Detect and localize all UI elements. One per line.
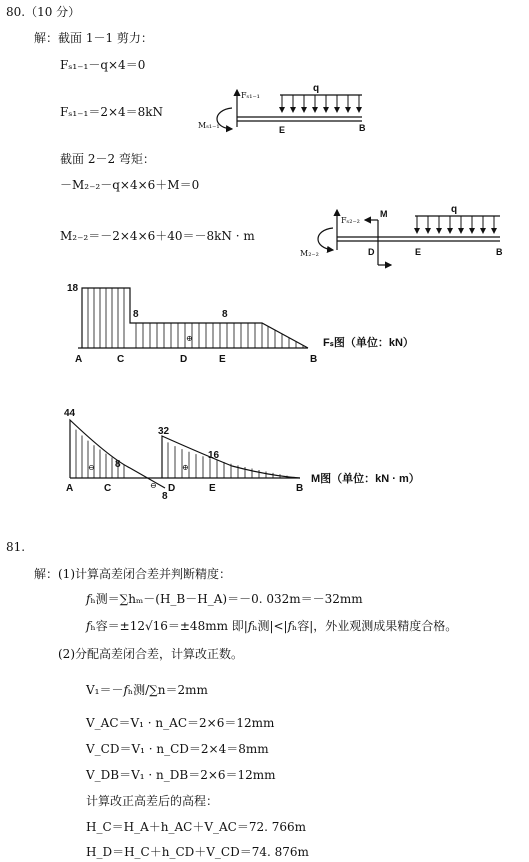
point-d-label: D [180, 354, 188, 365]
value-label-8-d: 8 [162, 491, 168, 502]
negative-sign-c: ⊖ [150, 481, 157, 490]
equation-correction-cd: V_CD＝V₁ · n_CD＝2×4＝8mm [86, 742, 269, 756]
equation-correction-ac: V_AC＝V₁ · n_AC＝2×6＝12mm [86, 716, 275, 730]
value-label-32: 32 [158, 426, 170, 437]
equation-elevation-c: H_C＝H_A＋h_AC＋V_AC＝72. 766m [86, 820, 307, 834]
point-b-label: B [359, 123, 366, 133]
point-d-label: D [168, 483, 176, 494]
moment-label: Mₛ₁₋₁ [198, 121, 220, 130]
load-label: q [451, 204, 458, 215]
positive-sign: ⊕ [186, 334, 193, 343]
point-a-label: A [75, 354, 83, 365]
free-body-diagram-2 [0, 200, 529, 270]
point-b-label: B [296, 483, 304, 494]
value-label-44: 44 [64, 408, 76, 419]
negative-sign-a: ⊖ [88, 463, 95, 472]
equation-shear-value: Fₛ₁₋₁＝2×4＝8kN [60, 105, 164, 119]
positive-sign-d: ⊕ [182, 463, 189, 472]
problem-80-header: 80.（10 分） [6, 5, 81, 19]
equation-tolerance: 𝑓ₕ容＝±12√16＝±48mm 即|𝑓ₕ测|<|𝑓ₕ容|，外业观测成果精度合格。 [86, 619, 458, 633]
equation-correction-unit: V₁＝－𝑓ₕ测/∑n＝2mm [86, 683, 208, 697]
problem-81-step-3: 计算改正高差后的高程： [86, 794, 219, 808]
value-label-8-e: 8 [222, 309, 228, 320]
load-label: q [313, 83, 320, 94]
shear-diagram-caption: Fₛ图（单位：kN） [323, 337, 414, 349]
point-b-label: B [310, 354, 318, 365]
equation-shear-balance: Fₛ₁₋₁－q×4＝0 [60, 58, 146, 72]
point-d-label: D [368, 247, 375, 257]
problem-81-header: 81. [6, 540, 26, 554]
problem-80-intro: 解：截面 1－1 剪力： [34, 31, 153, 45]
moment-diagram-caption: M图（单位：kN · m） [311, 473, 420, 485]
free-body-diagram-1 [0, 0, 529, 150]
shear-force-diagram [0, 278, 529, 373]
point-e-label: E [279, 125, 286, 135]
shear-force-label: Fₛ₁₋₁ [241, 91, 260, 100]
point-e-label: E [209, 483, 216, 494]
moment-label: M₂₋₂ [300, 249, 319, 258]
value-label-18: 18 [67, 283, 79, 294]
value-label-8-c: 8 [133, 309, 139, 320]
bending-moment-diagram [0, 398, 529, 503]
problem-80-intro-2: 截面 2－2 弯矩： [60, 152, 155, 166]
equation-elevation-d: H_D＝H_C＋h_CD＋V_CD＝74. 876m [86, 845, 309, 859]
moment-arrow [318, 228, 333, 250]
applied-moment-label: M [380, 209, 388, 219]
point-b-label: B [496, 247, 503, 257]
equation-moment-balance: －M₂₋₂－q×4×6＋M＝0 [60, 178, 200, 192]
equation-correction-db: V_DB＝V₁ · n_DB＝2×6＝12mm [86, 768, 276, 782]
point-c-label: C [117, 354, 125, 365]
shear-force-label: Fₛ₂₋₂ [341, 216, 360, 225]
point-a-label: A [66, 483, 74, 494]
value-label-16: 16 [208, 450, 220, 461]
problem-81-step-2: (2)分配高差闭合差，计算改正数。 [58, 647, 243, 661]
value-label-8-c: 8 [115, 459, 121, 470]
point-c-label: C [104, 483, 112, 494]
equation-moment-value: M₂₋₂＝－2×4×6＋40＝－8kN · m [60, 229, 255, 243]
equation-closure-error: 𝑓ₕ测＝∑hₘ－(H_B－H_A)＝－0. 032m＝－32mm [86, 592, 363, 606]
point-e-label: E [415, 247, 422, 257]
problem-81-step-1: 解：(1)计算高差闭合差并判断精度： [34, 567, 231, 581]
point-e-label: E [219, 354, 226, 365]
